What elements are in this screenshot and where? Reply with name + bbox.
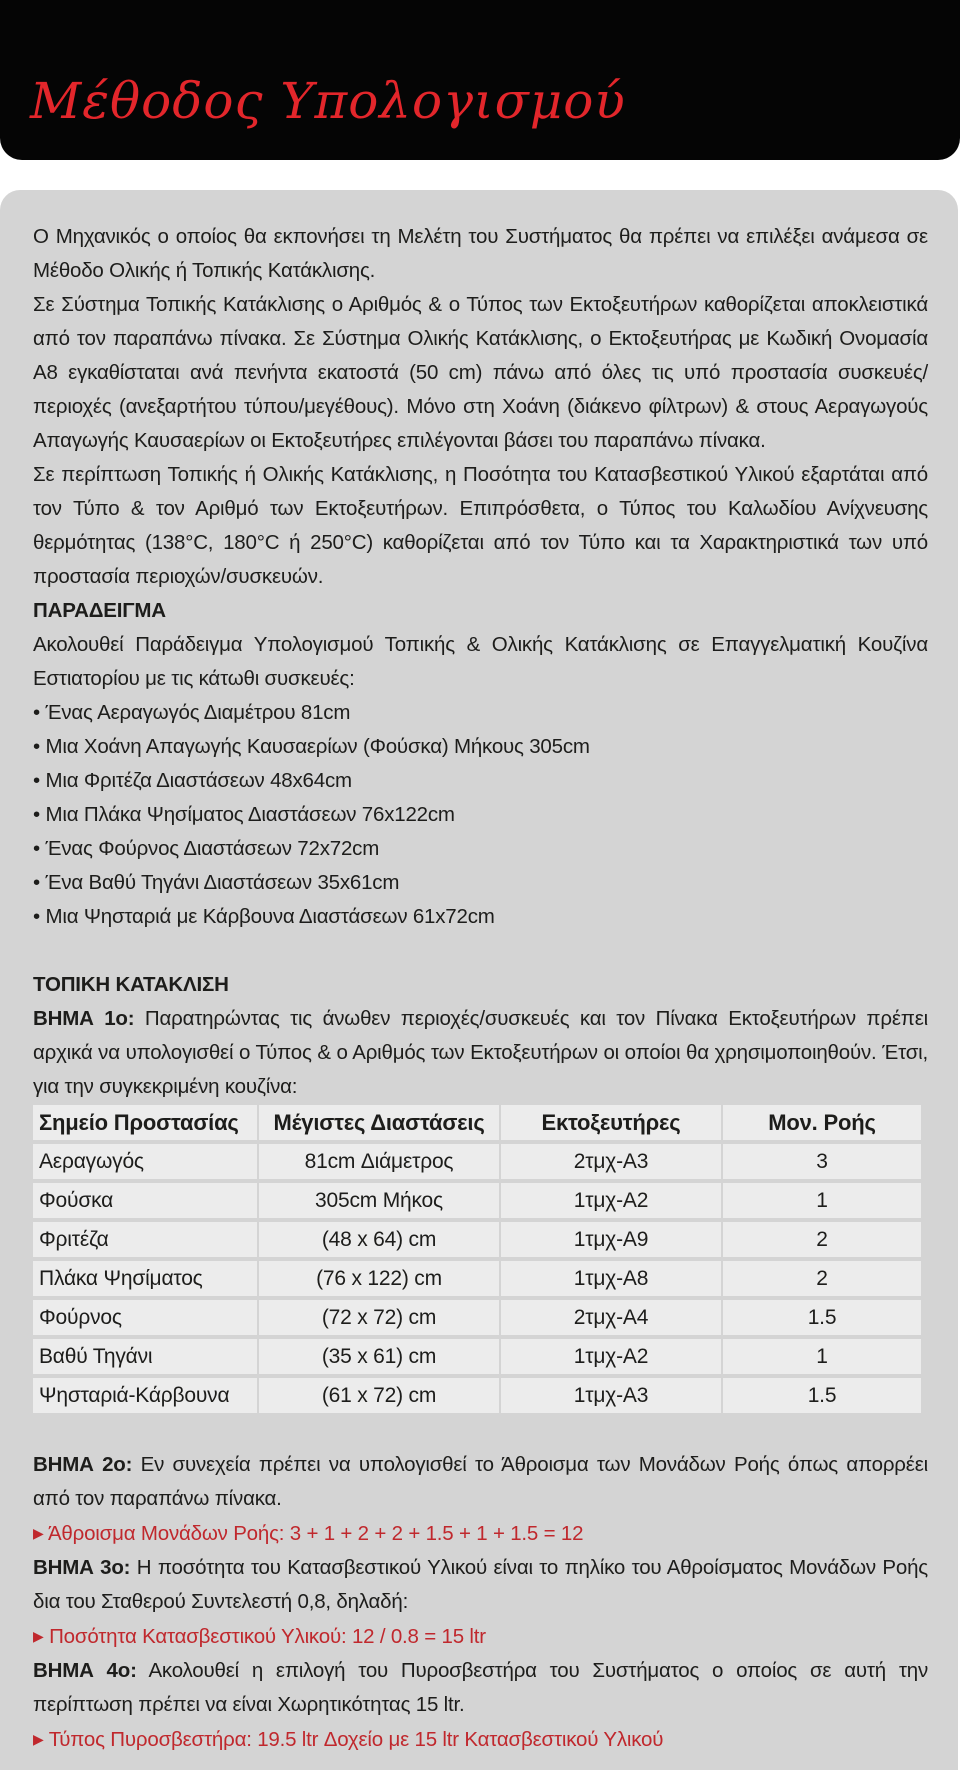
list-item: • Ένας Φούρνος Διαστάσεων 72x72cm (33, 837, 380, 860)
table-cell: 2τμχ-Α3 (501, 1144, 723, 1179)
list-item: • Ένα Βαθύ Τηγάνι Διαστάσεων 35x61cm (33, 871, 400, 894)
step-3-label: ΒΗΜΑ 3ο: (33, 1556, 131, 1579)
table-row (33, 1144, 921, 1179)
table-cell: 1.5 (723, 1300, 921, 1335)
table-cell: 3 (723, 1144, 921, 1179)
table-cell: (48 x 64) cm (259, 1222, 501, 1257)
table-cell: Πλάκα Ψησίματος (33, 1261, 259, 1296)
section-spacer (33, 934, 928, 968)
step-2 (33, 1448, 928, 1516)
table-cell: 2 (723, 1222, 921, 1257)
intro-paragraph-2: Σε Σύστημα Τοπικής Κατάκλισης ο Αριθμός & ο Τύπος των Εκτοξευτήρων καθορίζεται αποκλειστικά από τον παραπάνω πίνακα. Σε Σύστημα Ολικής Κατάκλισης, ο Εκτοξευτήρας με Κωδική Ονομασία Α8 εγκαθίσταται ανά πενήντα εκατοστά (50 cm) πάνω από όλες τις υπό προστασία συσκευές/περιοχές (ανεξαρτήτου τύπου/μεγέθους). Μόνο στη Χοάνη (διάκενο φίλτρων) & στους Αεραγωγούς Απαγωγής Καυσαερίων οι Εκτοξευτήρες επιλέγονται βάσει του παραπάνω πίνακα. (33, 293, 928, 452)
table-cell: 1.5 (723, 1378, 921, 1413)
step-4-label: ΒΗΜΑ 4ο: (33, 1659, 137, 1682)
table-cell: 1τμχ-Α8 (501, 1261, 723, 1296)
table-row (33, 1222, 921, 1257)
page-header (0, 0, 960, 160)
table-row (33, 1300, 921, 1335)
column-header: Μον. Ροής (723, 1105, 921, 1140)
step-3-result (33, 1619, 928, 1654)
list-item: • Μια Χοάνη Απαγωγής Καυσαερίων (Φούσκα) Μήκους 305cm (33, 735, 590, 758)
appliance-list (33, 696, 928, 934)
content-body (33, 220, 928, 1757)
column-header: Μέγιστες Διαστάσεις (259, 1105, 501, 1140)
table-cell: (35 x 61) cm (259, 1339, 501, 1374)
table-row (33, 1261, 921, 1296)
step-4-result-text: Τύπος Πυροσβεστήρα: 19.5 ltr Δοχείο με 15 ltr Κατασβεστικού Υλικού (48, 1728, 664, 1751)
play-arrow-icon: ▶ (33, 1525, 44, 1541)
table-cell: 81cm Διάμετρος (259, 1144, 501, 1179)
table-cell: (61 x 72) cm (259, 1378, 501, 1413)
play-arrow-icon: ▶ (33, 1628, 44, 1644)
step-2-result-text: Άθροισμα Μονάδων Ροής: 3 + 1 + 2 + 2 + 1.5 + 1 + 1.5 = 12 (47, 1522, 584, 1545)
intro-paragraph-3: Σε περίπτωση Τοπικής ή Ολικής Κατάκλισης, η Ποσότητα του Κατασβεστικού Υλικού εξαρτάται από τον Τύπο & τον Αριθμό των Εκτοξευτήρων. Επιπρόσθετα, ο Τύπος του Καλωδίου Ανίχνευσης θερμότητας (138°C, 180°C ή 250°C) καθορίζεται από τον Τύπο και τα Χαρακτηριστικά των υπό προστασία περιοχών/συσκευών. (33, 463, 928, 588)
step-1-label: ΒΗΜΑ 1ο: (33, 1007, 135, 1030)
step-2-label: ΒΗΜΑ 2ο: (33, 1453, 133, 1476)
example-text: Ακολουθεί Παράδειγμα Υπολογισμού Τοπικής & Ολικής Κατάκλισης σε Επαγγελματική Κουζίνα Εστιατορίου με τις κάτωθι συσκευές: (33, 633, 928, 690)
table-cell: Ψησταριά-Κάρβουνα (33, 1378, 259, 1413)
step-2-result (33, 1516, 928, 1551)
step-3 (33, 1551, 928, 1619)
table-row (33, 1378, 921, 1413)
list-item: • Ένας Αεραγωγός Διαμέτρου 81cm (33, 701, 351, 724)
column-header: Εκτοξευτήρες (501, 1105, 723, 1140)
page-title: Μέθοδος Υπολογισμού (30, 72, 626, 130)
table-cell: Φούσκα (33, 1183, 259, 1218)
table-row (33, 1183, 921, 1218)
table-cell: 305cm Μήκος (259, 1183, 501, 1218)
table-cell: (76 x 122) cm (259, 1261, 501, 1296)
step-4-text: Ακολουθεί η επιλογή του Πυροσβεστήρα του Συστήματος ο οποίος σε αυτή την περίπτωση πρέπει να είναι Χωρητικότητας 15 ltr. (33, 1659, 928, 1716)
list-item: • Μια Ψησταριά με Κάρβουνα Διαστάσεων 61x72cm (33, 905, 495, 928)
table-cell: 2τμχ-Α4 (501, 1300, 723, 1335)
local-heading: ΤΟΠΙΚΗ ΚΑΤΑΚΛΙΣΗ (33, 973, 229, 996)
list-item: • Μια Φριτέζα Διαστάσεων 48x64cm (33, 769, 352, 792)
list-item: • Μια Πλάκα Ψησίματος Διαστάσεων 76x122cm (33, 803, 455, 826)
table-cell: Βαθύ Τηγάνι (33, 1339, 259, 1374)
step-3-result-text: Ποσότητα Κατασβεστικού Υλικού: 12 / 0.8 = 15 ltr (49, 1625, 486, 1648)
nozzle-table (33, 1101, 921, 1417)
table-cell: 1τμχ-Α2 (501, 1339, 723, 1374)
table-header-row (33, 1105, 921, 1140)
column-header: Σημείο Προστασίας (33, 1105, 259, 1140)
step-1 (33, 1002, 928, 1104)
table-row (33, 1339, 921, 1374)
table-cell: 1 (723, 1183, 921, 1218)
section-spacer (33, 1414, 928, 1448)
table-cell: 2 (723, 1261, 921, 1296)
step-4-result (33, 1722, 928, 1757)
table-cell: (72 x 72) cm (259, 1300, 501, 1335)
table-cell: 1 (723, 1339, 921, 1374)
step-2-text: Εν συνεχεία πρέπει να υπολογισθεί το Άθροισμα των Μονάδων Ροής όπως απορρέει από τον παραπάνω πίνακα. (33, 1453, 928, 1510)
table-cell: 1τμχ-Α3 (501, 1378, 723, 1413)
table-cell: Αεραγωγός (33, 1144, 259, 1179)
table-cell: 1τμχ-Α2 (501, 1183, 723, 1218)
step-4 (33, 1654, 928, 1722)
play-arrow-icon: ▶ (33, 1731, 44, 1747)
intro-paragraph-1: Ο Μηχανικός ο οποίος θα εκπονήσει τη Μελέτη του Συστήματος θα πρέπει να επιλέξει ανάμεσα σε Μέθοδο Ολικής ή Τοπικής Κατάκλισης. (33, 225, 928, 282)
table-cell: Φριτέζα (33, 1222, 259, 1257)
table-cell: 1τμχ-Α9 (501, 1222, 723, 1257)
example-heading: ΠΑΡΑΔΕΙΓΜΑ (33, 599, 166, 622)
step-1-text: Παρατηρώντας τις άνωθεν περιοχές/συσκευές και τον Πίνακα Εκτοξευτήρων πρέπει αρχικά να υπολογισθεί ο Τύπος & ο Αριθμός των Εκτοξευτήρων οι οποίοι θα χρησιμοποιηθούν. Έτσι, για την συγκεκριμένη κουζίνα: (33, 1007, 929, 1098)
table-cell: Φούρνος (33, 1300, 259, 1335)
step-3-text: Η ποσότητα του Κατασβεστικού Υλικού είναι το πηλίκο του Αθροίσματος Μονάδων Ροής δια του Σταθερού Συντελεστή 0,8, δηλαδή: (33, 1556, 928, 1613)
